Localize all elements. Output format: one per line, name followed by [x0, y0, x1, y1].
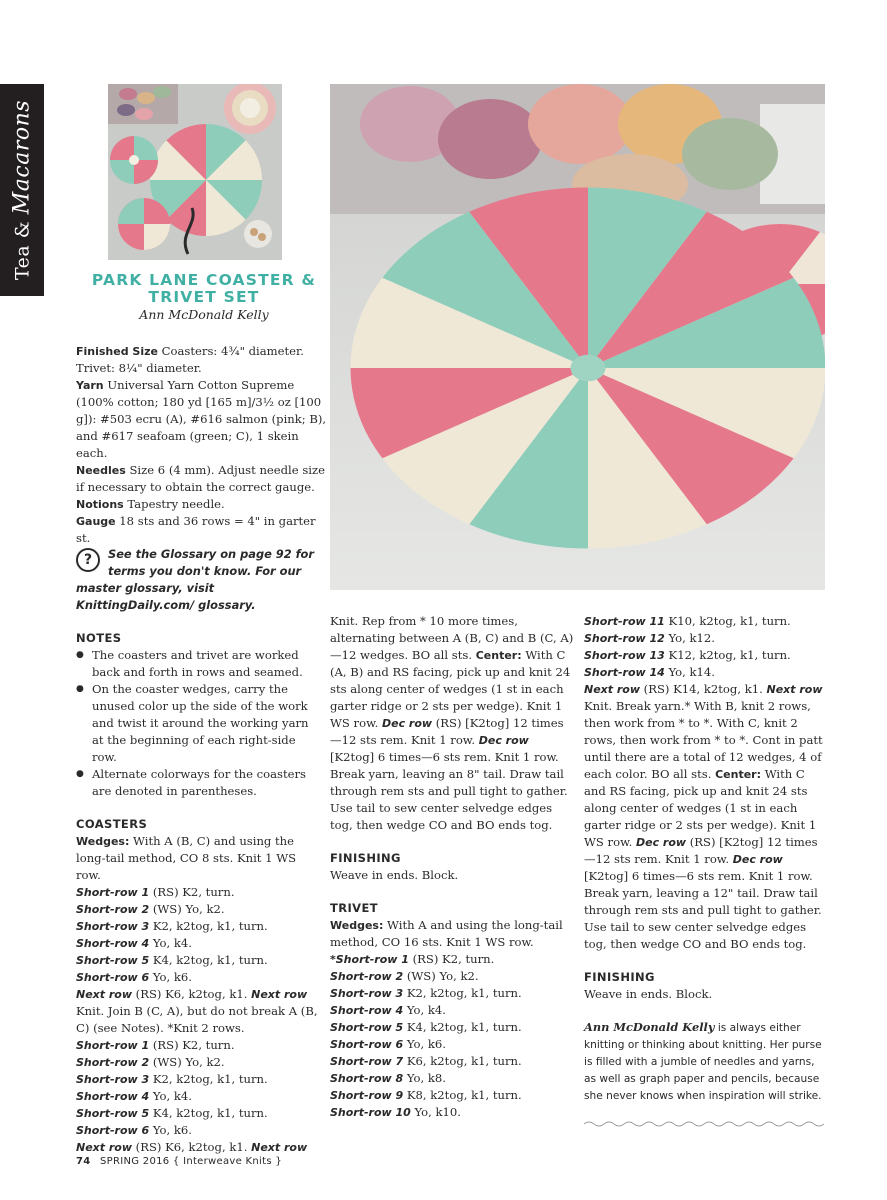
instruction-row: Short-row 5 K4, k2tog, k1, turn. — [76, 1106, 268, 1120]
hero-photo — [330, 84, 825, 590]
instruction-row: Short-row 4 Yo, k4. — [76, 936, 192, 950]
spacer — [584, 1003, 828, 1019]
column-1 — [76, 630, 320, 1156]
note-item: ● Alternate colorways for the coasters are denoted in parentheses. — [76, 766, 320, 800]
instruction-row: Short-row 11 K10, k2tog, k1, turn. — [584, 614, 791, 628]
specs-block — [76, 343, 330, 547]
coasters-continued: Knit. Rep from * 10 more times, alternating between A (B, C) and B (C, A)—12 wedges. BO all sts. Center: With C (A, B) and RS facing, pick up and knit 24 sts along center of wedges (1 st in each garter ridge or 2 sts per wedge). Knit 1 WS row. Dec row (RS) [K2tog] 12 times—12 sts rem. Knit 1 row. Dec row [K2tog] 6 times—6 sts rem. Knit 1 row. Break yarn, leaving an 8" tail. Draw tail through rem sts and pull tight to gather. Use tail to sew center selvedge edges tog, then wedge CO and BO ends tog. — [330, 614, 574, 832]
coasters-wedges: Wedges: With A (B, C) and using the long-tail method, CO 8 sts. Knit 1 WS row. — [76, 834, 297, 882]
instruction-row: Short-row 9 K8, k2tog, k1, turn. — [330, 1088, 522, 1102]
trivet-wedges: Wedges: With A and using the long-tail method, CO 16 sts. Knit 1 WS row. — [330, 918, 563, 949]
instruction-row: Next row (RS) K6, k2tog, k1. Next row Knit. Join B (C, A), but do not break A (B, C) (see Notes). *Knit 2 rows. — [76, 987, 318, 1035]
note-item: ● On the coaster wedges, carry the unused color up the side of the work and twist it around the working yarn at the beginning of each right-side row. — [76, 681, 320, 766]
instruction-row: Short-row 3 K2, k2tog, k1, turn. — [76, 919, 268, 933]
instruction-row: *Short-row 1 (RS) K2, turn. — [330, 952, 495, 966]
trivet-continued: Next row (RS) K14, k2tog, k1. Next row Knit. Break yarn.* With B, knit 2 rows, then work from * to *. With C, knit 2 rows, then work from * to *. Cont in patt until there are a total of 12 wedges, 4 of each color. BO all sts. Center: With C and RS facing, pick up and knit 24 sts along center of wedges (1 st in each garter ridge or 2 sts per wedge). Knit 1 WS row. Dec row (RS) [K2tog] 12 times—12 sts rem. Knit 1 row. Dec row [K2tog] 6 times—6 sts rem. Knit 1 row. Break yarn, leaving a 12" tail. Draw tail through rem sts and pull tight to gather. Use tail to sew center selvedge edges tog, then wedge CO and BO ends tog. — [584, 682, 823, 951]
instruction-row: Short-row 14 Yo, k14. — [584, 665, 715, 679]
instruction-row: Short-row 2 (WS) Yo, k2. — [330, 969, 479, 983]
question-icon: ? — [76, 548, 100, 572]
wave-divider — [584, 1120, 826, 1128]
instruction-row: Short-row 3 K2, k2tog, k1, turn. — [330, 986, 522, 1000]
instruction-row: Short-row 8 Yo, k8. — [330, 1071, 446, 1085]
note-item: ● The coasters and trivet are worked back and forth in rows and seamed. — [76, 647, 320, 681]
instruction-row: Short-row 6 Yo, k6. — [76, 1123, 192, 1137]
glossary-text: See the Glossary on page 92 for terms you don't know. For our master glossary, visit KnittingDaily.com/ glossary. — [76, 547, 314, 612]
instruction-row: Short-row 2 (WS) Yo, k2. — [76, 1055, 225, 1069]
trivet-heading: TRIVET — [330, 901, 378, 915]
pattern-title-line1: PARK LANE COASTER & — [91, 271, 317, 289]
coasters-finishing-text: Weave in ends. Block. — [330, 868, 459, 882]
instruction-row: Short-row 10 Yo, k10. — [330, 1105, 461, 1119]
instruction-row: Next row (RS) K6, k2tog, k1. Next row — [76, 1140, 308, 1154]
instruction-row: Short-row 5 K4, k2tog, k1, turn. — [330, 1020, 522, 1034]
instruction-row: Short-row 6 Yo, k6. — [330, 1037, 446, 1051]
column-2 — [330, 613, 574, 1121]
section-tab — [0, 84, 44, 296]
pattern-title-line2: TRIVET SET — [148, 288, 260, 306]
instruction-row: Short-row 13 K12, k2tog, k1, turn. — [584, 648, 791, 662]
spec-needles: Needles Size 6 (4 mm). Adjust needle size if necessary to obtain the correct gauge. — [76, 463, 325, 494]
author-bio: Ann McDonald Kelly is always either knitting or thinking about knitting. Her purse is filled with a jumble of needles and yarns, as well as graph paper and pencils, because she never knows when inspiration will strike. — [584, 1020, 822, 1102]
coasters-finishing-heading: FINISHING — [330, 851, 401, 865]
trivet-finishing-heading: FINISHING — [584, 970, 655, 984]
instruction-row: Short-row 7 K6, k2tog, k1, turn. — [330, 1054, 522, 1068]
section-tab-label — [10, 100, 35, 280]
notes-heading: NOTES — [76, 631, 122, 645]
instruction-row: Short-row 3 K2, k2tog, k1, turn. — [76, 1072, 268, 1086]
pattern-author: Ann McDonald Kelly — [139, 307, 269, 322]
instruction-row: Short-row 2 (WS) Yo, k2. — [76, 902, 225, 916]
instruction-row: Short-row 1 (RS) K2, turn. — [76, 885, 235, 899]
page-number: 74 — [76, 1156, 91, 1167]
spec-notions: Notions Tapestry needle. — [76, 497, 225, 511]
tab-word-macarons: Macarons — [9, 99, 35, 215]
footer-issue: SPRING 2016 { Interweave Knits } — [100, 1156, 282, 1167]
instruction-row: Short-row 5 K4, k2tog, k1, turn. — [76, 953, 268, 967]
spec-finished-size: Finished Size Coasters: 4¾" diameter. Trivet: 8¼" diameter. — [76, 344, 304, 375]
coasters-heading: COASTERS — [76, 817, 148, 831]
pattern-title — [76, 272, 332, 306]
instruction-row: Short-row 6 Yo, k6. — [76, 970, 192, 984]
instruction-row: Short-row 4 Yo, k4. — [76, 1089, 192, 1103]
instruction-row: Short-row 1 (RS) K2, turn. — [76, 1038, 235, 1052]
page-footer — [76, 1156, 282, 1167]
spec-yarn: Yarn Universal Yarn Cotton Supreme (100% cotton; 180 yd [165 m]/3½ oz [100 g]): #503 ecru (A), #616 salmon (pink; B), and #617 seafoam (green; C), 1 skein each. — [76, 378, 327, 460]
column-3 — [584, 613, 828, 1105]
thumbnail-photo — [108, 84, 282, 260]
trivet-finishing-text: Weave in ends. Block. — [584, 987, 713, 1001]
instruction-row: Short-row 4 Yo, k4. — [330, 1003, 446, 1017]
spec-gauge: Gauge 18 sts and 36 rows = 4" in garter st. — [76, 514, 316, 545]
glossary-callout — [76, 546, 330, 614]
tab-ampersand: & — [11, 220, 34, 239]
notes-list — [76, 647, 320, 800]
instruction-row: Short-row 12 Yo, k12. — [584, 631, 715, 645]
tab-word-tea: Tea — [11, 244, 34, 281]
